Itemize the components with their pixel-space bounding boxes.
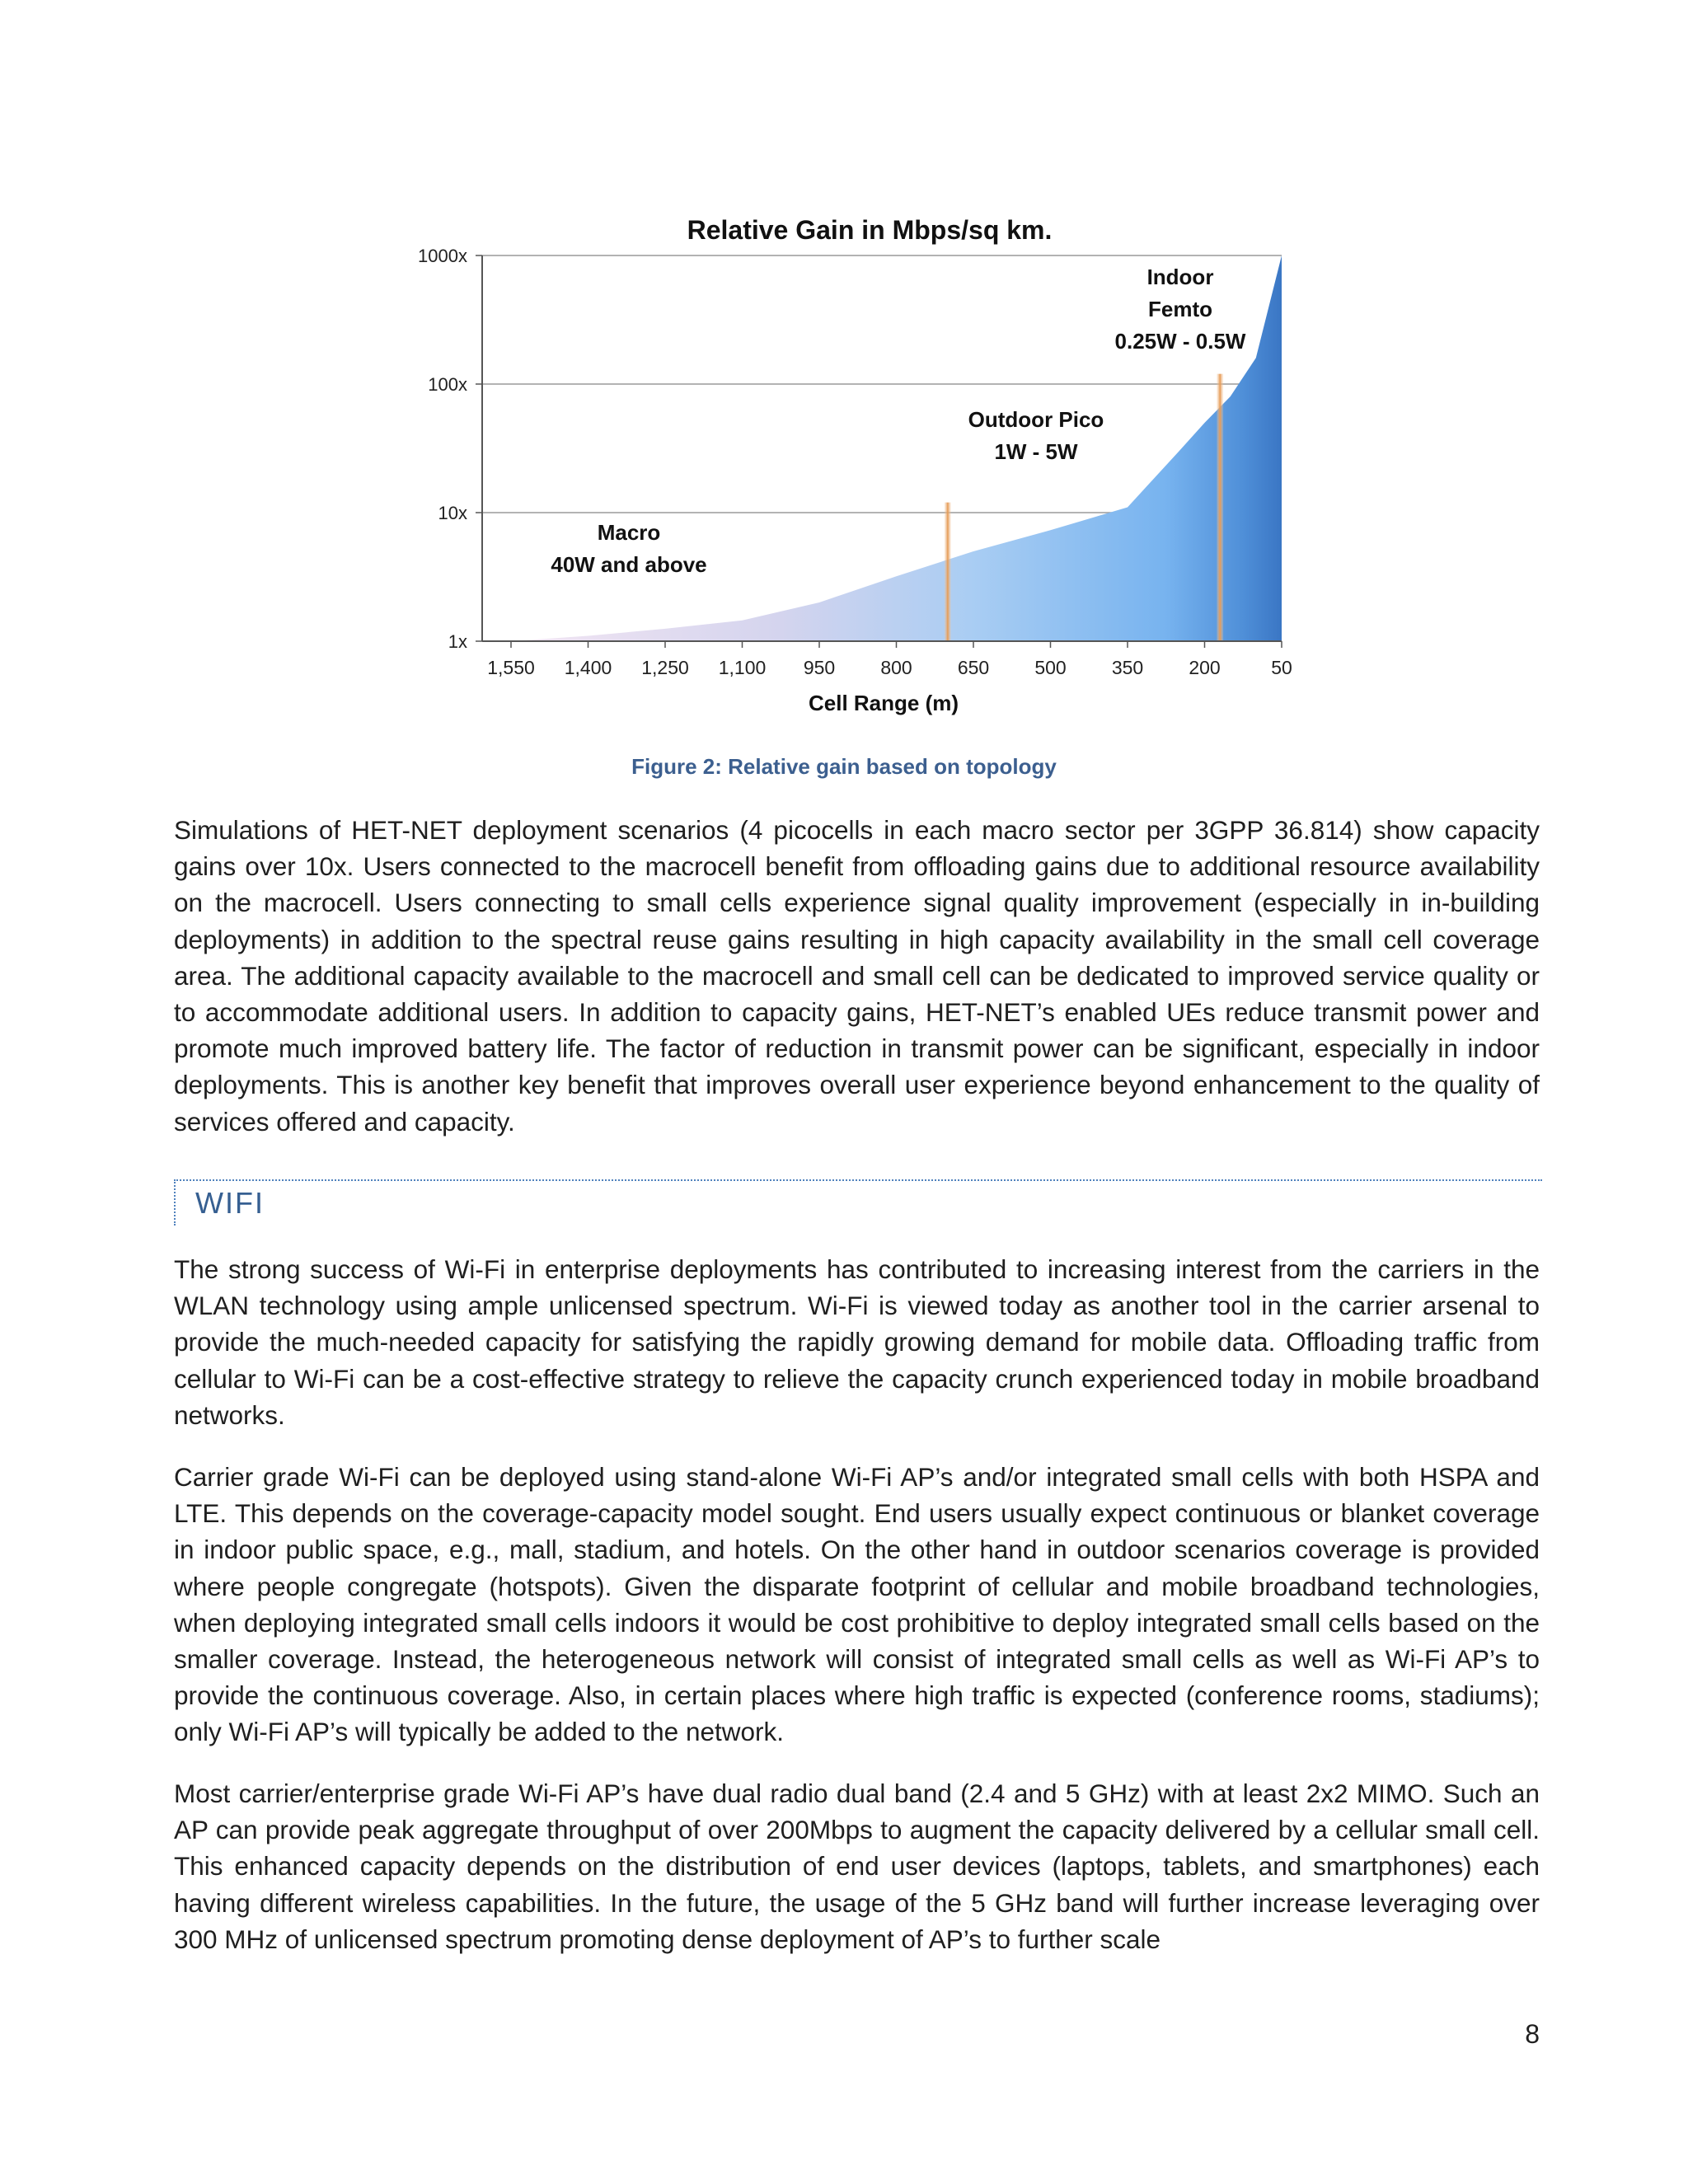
annotation-pico-label: Outdoor Pico — [968, 407, 1104, 432]
x-tick-label: 800 — [880, 657, 912, 678]
annotation-femto-label2: Femto — [1148, 297, 1212, 321]
annotation-pico-power: 1W - 5W — [994, 439, 1078, 464]
annotation-macro-power: 40W and above — [551, 552, 707, 577]
x-tick-labels — [487, 641, 1292, 678]
annotation-femto-power: 0.25W - 0.5W — [1114, 329, 1246, 354]
paragraph: Most carrier/enterprise grade Wi-Fi AP’s have dual radio dual band (2.4 and 5 GHz) with at least 2x2 MIMO. Such an AP can provide peak aggregate throughput of over 200Mbps to augment the capacity delivered by a cellular small cell. This enhanced capacity depends on the distribution of end user devices (laptops, tablets, and smartphones) each having different wireless capabilities. In the future, the usage of the 5 GHz band will further increase leveraging over 300 MHz of unlicensed spectrum promoting dense deployment of AP’s to further scale — [174, 1779, 1540, 1954]
x-tick-label: 950 — [803, 657, 836, 678]
x-tick-label: 1,400 — [564, 657, 612, 678]
paragraph: Simulations of HET-NET deployment scenarios (4 picocells in each macro sector per 3GPP 36.814) show capacity gains over 10x. Users connected to the macrocell benefit from offloading gains due to additional resource availability on the macrocell. Users connecting to small cells experience signal quality improvement (especially in in-building deployments) in addition to the spectral reuse gains resulting in high capacity availability in the small cell coverage area. The additional capacity available to the macrocell and small cell can be dedicated to improved service quality or to accommodate additional users. In addition to capacity gains, HET-NET’s enabled UEs reduce transmit power and promote much improved battery life. The factor of reduction in transmit power can be significant, especially in indoor deployments. This is another key benefit that improves overall user experience beyond enhancement to the quality of services offered and capacity. — [174, 815, 1540, 1137]
section-heading — [174, 1179, 1542, 1226]
x-tick-label: 50 — [1271, 657, 1292, 678]
annotation-femto-label: Indoor — [1146, 265, 1214, 289]
paragraph: Carrier grade Wi-Fi can be deployed using stand-alone Wi-Fi AP’s and/or integrated small cells with both HSPA and LTE. This depends on the coverage-capacity model sought. End users usually expect continuous or blanket coverage in indoor public space, e.g., mall, stadium, and hotels. On the other hand in outdoor scenarios coverage is provided where people congregate (hotspots). Given the disparate footprint of cellular and mobile broadband technologies, when deploying integrated small cells indoors it would be cost prohibitive to deploy integrated small cells based on the smaller coverage. Instead, the heterogeneous network will consist of integrated small cells as well as Wi-Fi AP’s to provide the continuous coverage. Also, in certain places where high traffic is expected (conference rooms, stadiums); only Wi-Fi AP’s will typically be added to the network. — [174, 1462, 1540, 1747]
range-marker — [945, 503, 951, 641]
relative-gain-chart — [387, 206, 1302, 733]
x-axis-label: Cell Range (m) — [808, 691, 959, 715]
x-tick-label: 200 — [1189, 657, 1221, 678]
x-tick-label: 350 — [1111, 657, 1144, 678]
y-tick-labels — [418, 246, 467, 652]
y-tick-label: 1000x — [418, 246, 467, 266]
paragraph: The strong success of Wi-Fi in enterprise deployments has contributed to increasing interest from the carriers in the WLAN technology using ample unlicensed spectrum. Wi-Fi is viewed today as another tool in the carrier arsenal to provide the much-needed capacity for satisfying the rapidly growing demand for mobile data. Offloading traffic from cellular to Wi-Fi can be a cost-effective strategy to relieve the capacity crunch experienced today in mobile broadband networks. — [174, 1254, 1540, 1430]
x-tick-label: 1,100 — [718, 657, 767, 678]
page-number: 8 — [1525, 2019, 1540, 2049]
x-tick-label: 650 — [957, 657, 990, 678]
y-tick-label: 100x — [428, 374, 467, 395]
section-heading-text: WIFI — [195, 1186, 265, 1220]
range-marker — [1217, 374, 1223, 641]
x-tick-label: 1,250 — [641, 657, 689, 678]
chart-title: Relative Gain in Mbps/sq km. — [687, 215, 1053, 245]
annotation-macro-label: Macro — [597, 520, 661, 545]
y-tick-label: 10x — [438, 503, 467, 523]
figure-caption: Figure 2: Relative gain based on topology — [631, 754, 1057, 779]
y-tick-label: 1x — [448, 631, 467, 652]
x-tick-label: 500 — [1034, 657, 1067, 678]
annotation-macro — [551, 520, 706, 577]
x-tick-label: 1,550 — [487, 657, 535, 678]
annotation-indoor-femto — [1115, 265, 1246, 354]
annotation-outdoor-pico — [968, 407, 1104, 464]
